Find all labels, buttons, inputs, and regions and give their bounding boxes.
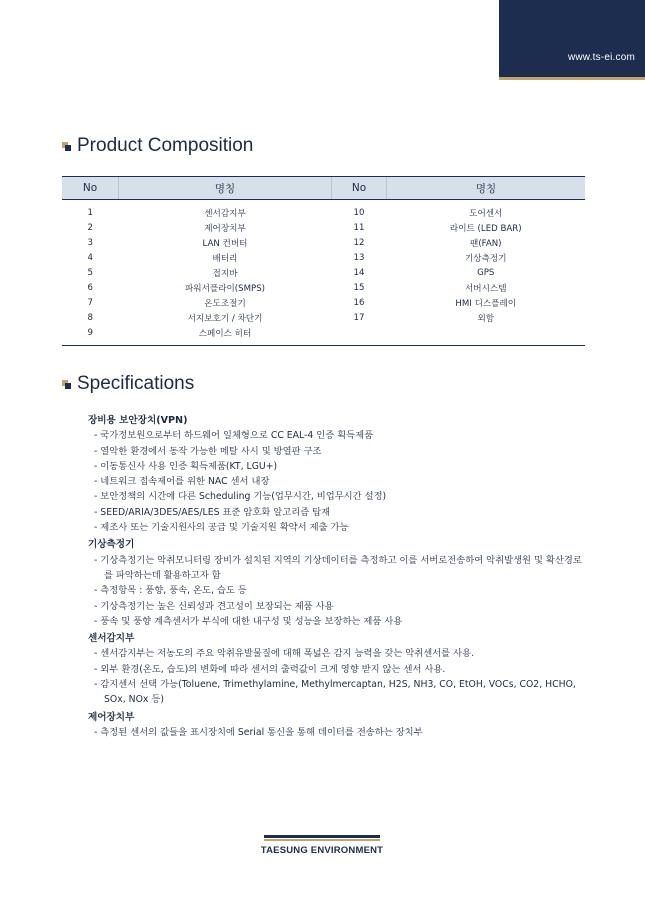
spec-item: - 네트워크 접속제어를 위한 NAC 센서 내장: [94, 476, 270, 488]
col-header-name: 명칭: [387, 177, 586, 200]
col-header-name: 명칭: [119, 177, 332, 200]
cell-no: 11: [353, 222, 365, 233]
cell-no: 16: [353, 298, 365, 309]
composition-table: [62, 176, 585, 346]
cell-no: [332, 326, 387, 346]
table-row: [62, 220, 585, 235]
cell-no: 8: [87, 313, 93, 324]
cell-no: 15: [353, 283, 365, 294]
spec-heading: 센서감지부: [88, 633, 135, 645]
footer-company-name: TAESUNG ENVIRONMENT: [260, 845, 384, 856]
cell-no: 12: [353, 237, 365, 248]
cell-no: 1: [87, 207, 93, 218]
specifications-list: [88, 411, 588, 740]
cell-name: HMI 디스플레이: [455, 299, 517, 310]
section-bullet-icon: [62, 380, 71, 389]
table-header-row: [62, 177, 585, 200]
cell-no: 14: [353, 267, 365, 278]
cell-name: LAN 컨버터: [202, 238, 248, 249]
section-title: Product Composition: [77, 135, 254, 156]
table-row: [62, 326, 585, 346]
spec-item: - 열악한 환경에서 동작 가능한 메탈 사시 및 방열판 구조: [94, 445, 322, 457]
footer-divider: [264, 835, 380, 841]
spec-item: - 기상측정기는 악취모니터링 장비가 설치된 지역의 기상데이터를 측정하고 이를 서버로전송하여 악취발생원 및 확산경로를 파악하는데 활용하고자 함: [94, 554, 582, 581]
table-row: [62, 250, 585, 265]
spec-heading: 장비용 보안장치(VPN): [88, 415, 188, 426]
spec-heading: 기상측정기: [88, 539, 135, 551]
cell-name: 제어장치부: [204, 223, 246, 234]
spec-item: - 측정된 센서의 값들을 표시장치에 Serial 통신을 통해 데이터를 전송하는 장치부: [94, 726, 423, 738]
cell-no: 4: [87, 252, 93, 263]
specifications-heading: [62, 373, 194, 395]
website-url[interactable]: www.ts-ei.com: [567, 52, 635, 63]
spec-item: - 외부 환경(온도, 습도)의 변화에 따라 센서의 출력값이 크게 영향 받지 않는 센서 사용.: [94, 663, 446, 675]
cell-no: 5: [87, 267, 93, 278]
spec-item: - 풍속 및 풍향 계측센서가 부식에 대한 내구성 및 성능을 보장하는 제품 사용: [94, 615, 403, 627]
table-row: [62, 200, 585, 221]
spec-item: - 국가정보원으로부터 하드웨어 일체형으로 CC EAL-4 인증 획득제품: [94, 430, 374, 442]
spec-item: - 기상측정기는 높은 신뢰성과 견고성이 보장되는 제품 사용: [94, 600, 334, 612]
table-row: [62, 235, 585, 250]
cell-no: 9: [62, 326, 119, 346]
header-brand-box: [499, 0, 645, 80]
spec-heading: 제어장치부: [88, 711, 135, 723]
cell-name: 외함: [477, 314, 495, 325]
cell-name: 스페이스 히터: [119, 326, 332, 346]
cell-name: [387, 326, 586, 346]
table-row: [62, 280, 585, 295]
spec-item: - 이동통신사 사용 인증 획득제품(KT, LGU+): [94, 460, 278, 472]
cell-no: 7: [87, 298, 93, 309]
section-bullet-icon: [62, 142, 71, 151]
cell-no: 6: [87, 283, 93, 294]
cell-name: 센서감지부: [204, 208, 246, 219]
cell-no: 2: [87, 222, 93, 233]
cell-name: 파워서플라이(SMPS): [184, 284, 266, 295]
section-title: Specifications: [77, 373, 195, 394]
table-row: [62, 296, 585, 311]
cell-name: 배터리: [212, 253, 238, 264]
spec-item: - 측정항목 : 풍향, 풍속, 온도, 습도 등: [94, 585, 247, 597]
col-header-no: No: [62, 177, 119, 200]
spec-item: - 센서감지부는 저농도의 주요 악취유발물질에 대해 폭넓은 감지 능력을 갖는 악취센서를 사용.: [94, 648, 475, 660]
spec-item: - 보안정책의 시간에 다른 Scheduling 기능(업무시간, 비업무시간 설정): [94, 491, 387, 503]
cell-name: 도어센서: [469, 208, 503, 219]
spec-item: - 감지센서 선택 가능(Toluene, Trimethylamine, Methylmercaptan, H2S, NH3, CO, EtOH, VOCs, CO2, HCHO, SOx, NOx 등): [94, 679, 576, 706]
cell-no: 10: [353, 207, 365, 218]
col-header-no: No: [332, 177, 387, 200]
cell-name: 기상측정기: [464, 253, 507, 264]
spec-item: - SEED/ARIA/3DES/AES/LES 표준 암호화 알고리즘 탑재: [94, 506, 331, 518]
cell-no: 13: [353, 252, 365, 263]
cell-no: 3: [87, 237, 93, 248]
product-composition-heading: [62, 135, 253, 157]
cell-name: 온도조절기: [204, 299, 246, 310]
header-accent-line: [499, 77, 645, 80]
cell-name: 서버시스템: [464, 284, 507, 295]
cell-name: 팬(FAN): [470, 238, 502, 249]
spec-item: - 제조사 또는 기술지원사의 공급 및 기술지원 확약서 제출 가능: [94, 522, 349, 534]
cell-name: 접지바: [212, 268, 238, 279]
table-row: [62, 311, 585, 326]
table-row: [62, 265, 585, 280]
cell-name: GPS: [477, 267, 495, 278]
cell-no: 17: [353, 313, 365, 324]
cell-name: 라이트 (LED BAR): [449, 223, 522, 234]
cell-name: 서지보호기 / 차단기: [187, 314, 263, 325]
